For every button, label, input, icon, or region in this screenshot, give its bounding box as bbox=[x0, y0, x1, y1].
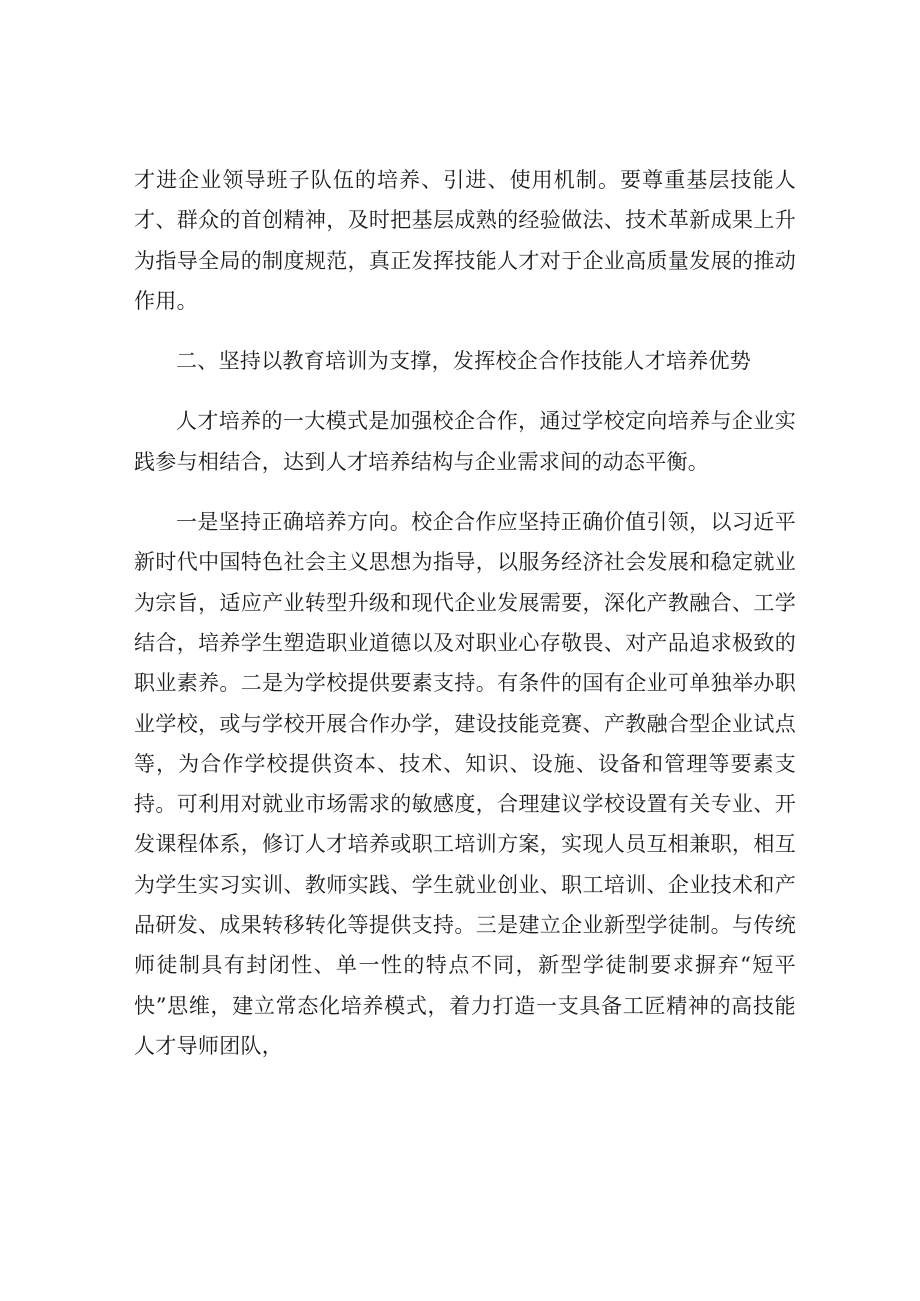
paragraph-gap bbox=[134, 381, 796, 401]
paragraph-body: 一是坚持正确培养方向。校企合作应坚持正确价值引领，以习近平新时代中国特色社会主义思想为指导，以服务经济社会发展和稳定就业为宗旨，适应产业转型升级和现代企业发展需要，深化产教融合、工学结合，培养学生塑造职业道德以及对职业心存敬畏、对产品追求极致的职业素养。二是为学校提供要素支持。有条件的国有企业可单独举办职业学校，或与学校开展合作办学，建设技能竞赛、产教融合型企业试点等，为合作学校提供资本、技术、知识、设施、设备和管理等要素支持。可利用对就业市场需求的敏感度，合理建议学校设置有关专业、开发课程体系，修订人才培养或职工培训方案，实现人员互相兼职，相互为学生实习实训、教师实践、学生就业创业、职工培训、企业技术和产品研发、成果转移转化等提供支持。三是建立企业新型学徒制。与传统师徒制具有封闭性、单一性的特点不同，新型学徒制要求摒弃“短平快”思维，建立常态化培养模式，着力打造一支具备工匠精神的高技能人才导师团队， bbox=[134, 510, 796, 1058]
paragraph-intro: 人才培养的一大模式是加强校企合作，通过学校定向培养与企业实践参与相结合，达到人才培养结构与企业需求间的动态平衡。 bbox=[134, 409, 796, 474]
paragraph-gap bbox=[134, 482, 796, 502]
paragraph-continuation: 才进企业领导班子队伍的培养、引进、使用机制。要尊重基层技能人才、群众的首创精神，及时把基层成熟的经验做法、技术革新成果上升为指导全局的制度规范，真正发挥技能人才对于企业高质量发展的推动作用。 bbox=[134, 168, 796, 313]
paragraph-gap bbox=[134, 321, 796, 341]
section-heading: 二、坚持以教育培训为支撑，发挥校企合作技能人才培养优势 bbox=[176, 349, 752, 374]
document-body bbox=[134, 160, 796, 1066]
